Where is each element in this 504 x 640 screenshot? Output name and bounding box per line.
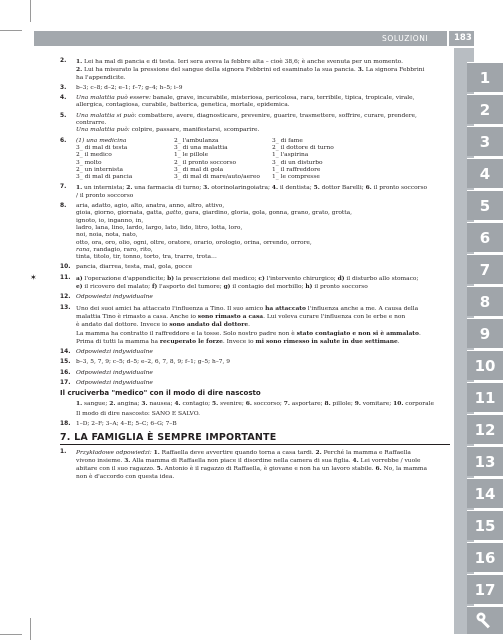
answer-text: colpire, passare, manifestarsi, scomparire.	[129, 127, 260, 134]
sub-number: 5.	[156, 465, 163, 473]
answer-text: l'operazione d'appendicite;	[82, 275, 168, 282]
chapter-tab-8[interactable]: 8	[467, 286, 503, 316]
answer-text: svenire;	[218, 400, 246, 407]
exercise-14	[62, 349, 448, 356]
answer-text: il pronto soccorso	[371, 185, 428, 192]
grid-cell: 3_ di mal di testa	[76, 144, 128, 151]
answer-text: abitare con il suo ragazzo.	[76, 466, 157, 473]
exercise-number: 16.	[60, 369, 71, 376]
answer-lead: Una malattia può:	[76, 127, 130, 134]
grid-cell: 2_ il medico	[76, 152, 112, 159]
exercise-number: 7.	[60, 184, 67, 191]
sub-number: 2.	[126, 184, 133, 192]
answer-text: . Invece io	[222, 338, 256, 345]
chapter-tab-10[interactable]: 10	[467, 350, 503, 380]
sub-number: 2.	[315, 448, 322, 456]
answer-text: ladro, lana, lino, lardo, largo, lato, lido, litro, lotta, loro,	[76, 224, 243, 231]
answer-text: asportare;	[289, 400, 325, 407]
chapter-tab-6[interactable]: 6	[467, 222, 503, 252]
grid-cell: 2_ il dottore di turno	[272, 144, 334, 151]
sub-number: 3.	[203, 184, 210, 192]
sub-letter: f)	[151, 283, 158, 291]
crop-mark	[0, 634, 22, 635]
sub-number: 1.	[76, 399, 83, 407]
answer-text: gatto	[165, 210, 182, 217]
grid-cell: 2_ un internista	[76, 166, 123, 173]
answer-text: No, la mamma	[381, 466, 428, 473]
answer-text: Raffaella deve avvertire quando torna a casa tardi.	[159, 449, 316, 456]
chapter-tab-2[interactable]: 2	[467, 94, 503, 124]
exercise-number: 10.	[60, 264, 71, 271]
sub-number: 5.	[313, 184, 320, 192]
exercise-number: 18.	[60, 421, 71, 428]
chapter-tab-3[interactable]: 3	[467, 126, 503, 156]
sub-letter: c)	[258, 274, 265, 282]
chapter-tab-9[interactable]: 9	[467, 318, 503, 348]
answer-text: contagio;	[180, 400, 213, 407]
sub-number: 3.	[141, 399, 148, 407]
grid-cell: 3_ molto	[76, 159, 102, 166]
answer-text: è andato dal dottore. Invece io	[76, 322, 170, 329]
answer-text: vomitare;	[360, 400, 394, 407]
answer-text: .	[418, 330, 421, 337]
answer-text: .	[248, 322, 250, 329]
answer-text: vivono insieme.	[76, 458, 125, 465]
exercise-number: 12.	[60, 294, 71, 301]
answer-text: tinta, titolo, tir, tonno, torto, tra, trarre, trota…	[76, 254, 217, 261]
sub-number: 4.	[174, 399, 181, 407]
exercise-3	[62, 85, 448, 92]
answer-text: allergica, contagiosa, curabile, batterica, genetica, mortale, epidemica.	[76, 102, 290, 109]
header-separator	[447, 31, 449, 46]
crop-mark	[30, 0, 31, 22]
answer-text: Lei ha mal di pancia e di testa. Ieri sera aveva la febbre alta – cioè 38,6; è anche svenuta per un momento.	[82, 59, 403, 65]
answer-text: il ricovero del malato;	[82, 284, 152, 291]
answer-text: Lei vorrebbe / vuole	[358, 458, 421, 465]
answer-text: corporale	[403, 400, 434, 407]
answer-text: otto, ora, oro, olio, ogni, oltre, oratore, orario, orologio, orina, orrendo, orrore,	[76, 239, 312, 246]
grid-cell: 1_ le compresse	[272, 174, 320, 181]
answer-text: l'asporto del tumore;	[157, 284, 224, 291]
exercise-15	[62, 359, 448, 366]
answer-text: Odpowiedzi indywidualne	[76, 369, 153, 376]
crossword-title: Il cruciverba "medico" con il modo di dire nascosto	[60, 389, 261, 398]
exercise-number: 11.	[60, 274, 71, 281]
answer-text: dottor Barelli;	[319, 185, 366, 192]
exercise-number: 2.	[60, 58, 67, 64]
sub-letter: a)	[76, 274, 83, 282]
sub-letter: h)	[305, 283, 313, 291]
exercise-number: 17.	[60, 379, 71, 386]
answer-text: 1–D; 2–F; 3–A; 4–E; 5–C; 6–G; 7–B	[76, 421, 177, 428]
answer-text: recuperato le forze	[159, 337, 223, 345]
answer-text: Alla mamma di Raffaella non piace il disordine nella camera di sua figlia.	[130, 458, 353, 465]
answer-text: otorinolaringoiatra;	[209, 185, 272, 192]
sub-letter: d)	[337, 274, 345, 282]
answer-text: Antonio è il ragazzo di Raffaella, è giovane e non ha un lavoro stabile.	[162, 466, 376, 473]
grid-cell: 2_ l'ambulanza	[174, 137, 219, 144]
answer-text: sangue;	[82, 400, 110, 407]
answer-text: angina;	[115, 400, 142, 407]
answer-text: la prescrizione del medico;	[173, 275, 259, 282]
exercise-16	[62, 370, 448, 377]
sub-letter: b)	[167, 274, 174, 282]
sub-number: 6.	[375, 465, 382, 473]
answer-text: l'intervento chirurgico;	[264, 275, 338, 282]
exercise-13	[62, 305, 448, 346]
answer-text: il pronto soccorso	[312, 284, 368, 291]
exercise-10	[62, 264, 448, 271]
crop-mark	[0, 30, 22, 31]
answer-text: nausea;	[147, 400, 175, 407]
answer-text: rana	[76, 246, 90, 253]
chapter-tab-7[interactable]: 7	[467, 254, 503, 284]
answer-text: combattere, avere, diagnosticare, prevenire, guarire, trasmettere, soffrire, curare, prendere,	[136, 112, 417, 119]
grid-cell: 3_ di un disturbo	[272, 159, 323, 166]
sub-number: 2.	[76, 66, 83, 74]
sub-number: 4.	[352, 457, 359, 465]
answer-text: il dentista;	[278, 185, 314, 192]
grid-cell: 3_ di fame	[272, 137, 303, 144]
grid-cell: 1_ l'aspirina	[272, 152, 309, 159]
answer-text: l'influenza anche a me. A causa della	[305, 305, 419, 312]
answer-text: ignoto, io, inganno, in,	[76, 217, 144, 224]
grid-cell: 1_ il raffreddore	[272, 166, 321, 173]
answer-text: una farmacia di turno;	[132, 185, 204, 192]
answer-text: pillole;	[330, 400, 355, 407]
answer-text: mi sono rimesso in salute in due settimane	[255, 337, 398, 345]
grid-cell: 3_ di mal di gola	[174, 166, 224, 173]
sub-number: 1.	[76, 184, 83, 192]
answer-text: , gara, giardino, gloria, gola, gonna, grano, grato, grotta,	[181, 210, 353, 217]
exercise-11	[30, 272, 448, 292]
exercise-number: 15.	[60, 359, 71, 366]
grid-cell: (1) una medicina	[76, 137, 127, 144]
exercise-number: 13.	[60, 304, 71, 311]
grid-cell: 2_ il pronto soccorso	[174, 159, 237, 166]
answer-text: Uno dei suoi amici ha attaccato l'influenza a Tino. Il suo amico	[76, 305, 266, 312]
answer-text: .	[397, 338, 400, 345]
sub-number: 2.	[109, 399, 116, 407]
answer-text: Perché la mamma e Raffaella	[321, 449, 411, 456]
section-divider	[60, 444, 450, 445]
sub-number: 4.	[271, 184, 279, 192]
sub-number: 6.	[245, 399, 252, 407]
exercise-number: 14.	[60, 349, 71, 356]
answer-text: sono rimasto a casa	[197, 312, 264, 320]
grid-cell: 3_ di mal di mare/auto/aereo	[174, 174, 260, 181]
answer-text: Odpowiedzi indywidualne	[76, 379, 153, 386]
answer-text: banale, grave, incurabile, misteriosa, pericolosa, rara, terribile, tipica, tropicale, virale,	[150, 95, 415, 102]
chapter-tab-16[interactable]: 16	[467, 542, 503, 572]
answer-grid	[76, 138, 448, 182]
answer-text: Odpowiedzi indywidualne	[76, 294, 153, 301]
answer-lead: Przykładowe odpowiedzi:	[76, 449, 152, 456]
sub-number: 5.	[212, 399, 219, 407]
answer-text: il disturbo allo stomaco;	[344, 275, 419, 282]
exercise-2	[62, 58, 448, 82]
chapter-tab-15[interactable]: 15	[467, 510, 503, 540]
grid-cell: 3_ di una malattia	[174, 144, 228, 151]
answer-text: / il pronto soccorso	[76, 192, 134, 199]
answer-text: La signora Febbrini	[363, 67, 425, 74]
answer-text: malattia Tino è rimasto a casa. Anche io	[76, 313, 198, 320]
answer-text: il contagio del morbillo;	[230, 284, 306, 291]
sub-number: 6.	[365, 184, 372, 192]
exercise-18	[62, 421, 448, 428]
answer-text: ha attaccato	[265, 304, 306, 312]
chapter-tab-5[interactable]: 5	[467, 190, 503, 220]
exercise-7	[62, 184, 448, 200]
exercise-17	[62, 380, 448, 387]
exercise-number: 6.	[60, 137, 67, 144]
solutions-content	[30, 58, 448, 484]
exercise-number: 4.	[60, 95, 67, 102]
answer-text: Il modo di dire nascosto: SANO E SALVO.	[76, 410, 201, 417]
chapter-tab-4[interactable]: 4	[467, 158, 503, 188]
chapter-tab-11[interactable]: 11	[467, 382, 503, 412]
sub-number: 10.	[393, 399, 404, 407]
grid-cell: 1_ le pillole	[174, 152, 209, 159]
crossword-answers	[62, 400, 448, 419]
answer-text: . Lui voleva curare l'influenza con le erbe e non	[263, 313, 406, 320]
answer-lead: Una malattia si può:	[76, 112, 137, 119]
crop-mark	[30, 618, 31, 640]
exercise-number: 3.	[60, 84, 67, 91]
chapter-tab-17[interactable]: 17	[467, 574, 503, 604]
wrench-key-icon	[475, 611, 495, 631]
exercise-4	[62, 95, 448, 110]
answer-text: stato contagiato e non si è ammalato	[296, 329, 419, 337]
exercise-6	[62, 138, 448, 182]
header-title: SOLUZIONI	[382, 34, 429, 43]
answer-text: non è d'accordo con questa idea.	[76, 473, 175, 480]
chapter-tab-13[interactable]: 13	[467, 446, 503, 476]
chapter-tab-12[interactable]: 12	[467, 414, 503, 444]
exercise-12	[62, 294, 448, 301]
answer-text: pancia, diarrea, testa, mal, gola, gocce	[76, 264, 193, 271]
sub-number: 8.	[324, 399, 331, 407]
exercise-5	[62, 113, 448, 135]
sub-number: 1.	[76, 58, 83, 65]
section-title: 7. LA FAMIGLIA È SEMPRE IMPORTANTE	[60, 432, 277, 444]
page-number: 183	[454, 33, 472, 43]
answer-text: aria, adatto, agio, alto, anatra, anno, altro, attivo,	[76, 203, 225, 210]
answer-text: ha l'appendicite.	[76, 74, 126, 81]
answer-text: Lui ha misurato la pressione del sangue della signora Febbrini ed esaminato la sua pancia.	[82, 67, 358, 74]
star-icon: ✶	[30, 272, 37, 282]
answer-text: sono andato dal dottore	[169, 321, 249, 329]
answer-text: contrarre.	[76, 120, 107, 127]
exercise-8	[62, 203, 448, 261]
exercise-number: 8.	[60, 203, 67, 210]
exercise-number: 1.	[60, 448, 67, 455]
answer-text: La mamma ha contratto il raffreddore e la tosse. Solo nostro padre non è	[76, 330, 297, 337]
answer-text: Odpowiedzi indywidualne	[76, 349, 153, 356]
sub-number: 3.	[357, 66, 364, 74]
answer-text: noi, noia, nota, nato,	[76, 232, 138, 239]
grid-cell: 3_ di mal di pancia	[76, 174, 133, 181]
exercise-number: 5.	[60, 112, 67, 119]
chapter-tab-14[interactable]: 14	[467, 478, 503, 508]
answer-text: Prima di tutti la mamma ha	[76, 338, 160, 345]
answer-text: b–3; c–8; d–2; e–1; f–7; g–4; h–5; i–9	[76, 84, 183, 91]
sub-letter: e)	[76, 283, 83, 291]
sub-number: 7.	[283, 399, 290, 407]
section7-exercise-1	[62, 449, 448, 481]
answer-text: , randagio, raro, rito,	[89, 246, 153, 253]
answer-text: b–3, 5, 7, 9; c–5; d–5; e–2, 6, 7, 8, 9; f–1; g–5; h–7, 9	[76, 359, 231, 366]
answer-lead: Una malattia può essere:	[76, 95, 151, 102]
chapter-tab-1[interactable]: 1	[467, 62, 503, 92]
answer-text: soccorso;	[251, 400, 284, 407]
answer-text: un internista;	[82, 185, 127, 192]
answer-text: gioia, giorno, giornata, gatta,	[76, 210, 166, 217]
sub-number: 9.	[354, 399, 361, 407]
sub-letter: g)	[223, 283, 231, 291]
sub-number: 1.	[153, 448, 160, 456]
sub-number: 3.	[124, 457, 131, 465]
